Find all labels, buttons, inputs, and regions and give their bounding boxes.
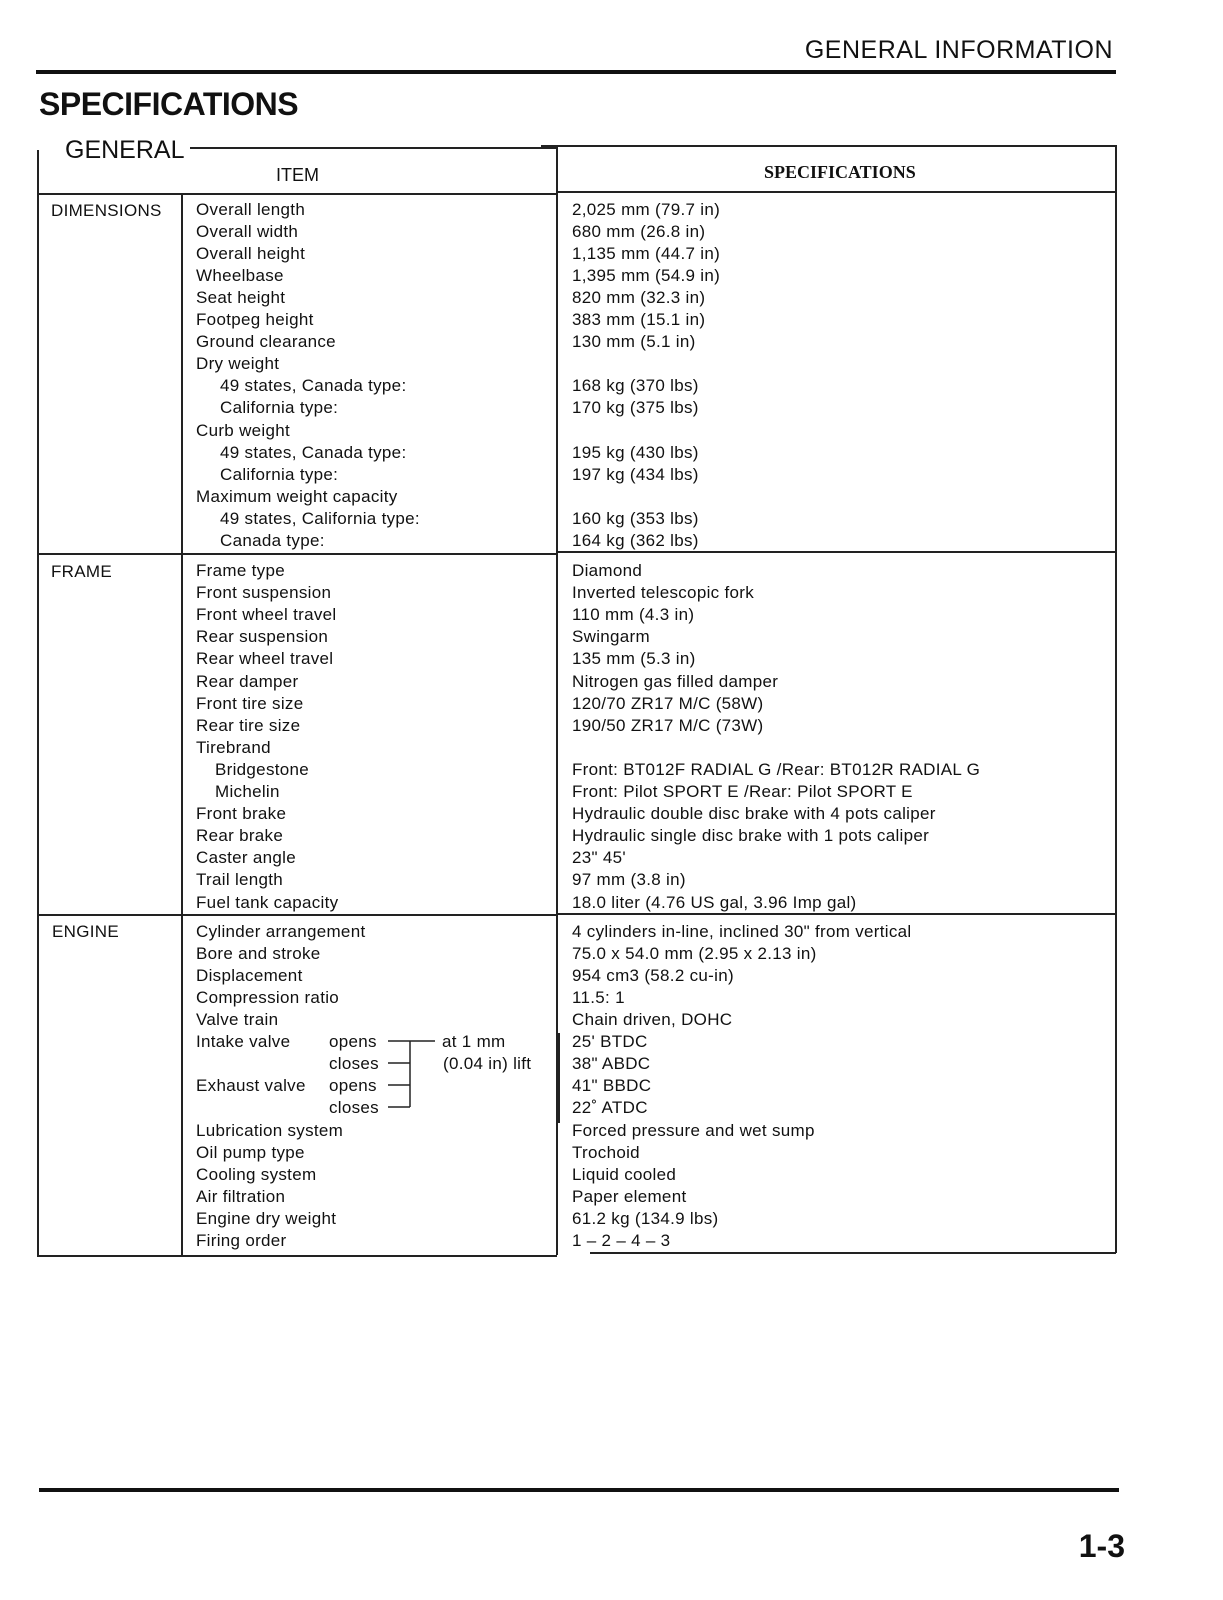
item-label: California type:	[220, 398, 339, 417]
item-label: Front brake	[196, 804, 287, 823]
spec-value: 25' BTDC	[572, 1032, 648, 1051]
spec-value: Hydraulic double disc brake with 4 pots caliper	[572, 804, 936, 823]
item-label: Cooling system	[196, 1165, 317, 1184]
table-line	[37, 553, 557, 555]
item-label: Air filtration	[196, 1187, 286, 1206]
table-line	[37, 1255, 557, 1257]
item-label: Compression ratio	[196, 988, 340, 1007]
spec-value: 197 kg (434 lbs)	[572, 465, 699, 484]
item-label: Rear wheel travel	[196, 649, 334, 668]
spec-value: 97 mm (3.8 in)	[572, 870, 686, 889]
item-label: Dry weight	[196, 354, 280, 373]
item-label: Valve train	[196, 1010, 279, 1029]
spec-value: Liquid cooled	[572, 1165, 677, 1184]
table-line	[37, 914, 557, 916]
spec-value: 41" BBDC	[572, 1076, 652, 1095]
item-label: Firing order	[196, 1231, 287, 1250]
group-label-frame: FRAME	[51, 562, 112, 581]
spec-value: 130 mm (5.1 in)	[572, 332, 696, 351]
spec-value: 38" ABDC	[572, 1054, 651, 1073]
item-label: Fuel tank capacity	[196, 893, 339, 912]
subsection-title: GENERAL	[65, 136, 185, 164]
table-line	[37, 193, 557, 195]
item-label: Exhaust valve	[196, 1076, 306, 1095]
item-label: Overall width	[196, 222, 299, 241]
footer-rule	[39, 1488, 1119, 1492]
spec-column-header: SPECIFICATIONS	[764, 162, 916, 182]
page-number: 1-3	[1078, 1528, 1125, 1564]
item-label: Front suspension	[196, 583, 332, 602]
item-label: Overall height	[196, 244, 306, 263]
table-line	[1115, 145, 1117, 1253]
item-label: Engine dry weight	[196, 1209, 337, 1228]
item-label: Canada type:	[220, 531, 325, 550]
spec-value: Nitrogen gas filled damper	[572, 672, 779, 691]
valve-lift-note: (0.04 in) lift	[443, 1054, 532, 1073]
item-label: Trail length	[196, 870, 284, 889]
spec-bracket	[558, 1033, 560, 1123]
spec-value: 18.0 liter (4.76 US gal, 3.96 Imp gal)	[572, 893, 857, 912]
header-rule	[36, 70, 1116, 74]
spec-value: 383 mm (15.1 in)	[572, 310, 706, 329]
item-label: Front wheel travel	[196, 605, 337, 624]
table-line	[190, 147, 558, 149]
item-label: Bridgestone	[215, 760, 310, 779]
spec-value: 820 mm (32.3 in)	[572, 288, 706, 307]
item-label: Curb weight	[196, 421, 291, 440]
item-label: Rear damper	[196, 672, 299, 691]
spec-value: 75.0 x 54.0 mm (2.95 x 2.13 in)	[572, 944, 817, 963]
group-label-dimensions: DIMENSIONS	[51, 201, 162, 220]
spec-value: 2,025 mm (79.7 in)	[572, 200, 721, 219]
table-line	[181, 194, 183, 1256]
spec-value: Chain driven, DOHC	[572, 1010, 733, 1029]
valve-event-label: closes	[329, 1098, 379, 1117]
spec-value: Paper element	[572, 1187, 687, 1206]
table-line	[37, 150, 39, 1256]
spec-value: 1 – 2 – 4 – 3	[572, 1231, 671, 1250]
page-title: SPECIFICATIONS	[39, 86, 299, 122]
spec-value: 954 cm3 (58.2 cu-in)	[572, 966, 734, 985]
spec-value: Diamond	[572, 561, 643, 580]
spec-value: Swingarm	[572, 627, 650, 646]
spec-value: Front: Pilot SPORT E /Rear: Pilot SPORT E	[572, 782, 913, 801]
spec-value: Forced pressure and wet sump	[572, 1121, 815, 1140]
spec-value: 61.2 kg (134.9 lbs)	[572, 1209, 719, 1228]
item-label: Seat height	[196, 288, 286, 307]
item-label: 49 states, Canada type:	[220, 376, 407, 395]
spec-value: 11.5: 1	[572, 988, 625, 1007]
table-line	[541, 145, 1117, 147]
spec-value: 22˚ ATDC	[572, 1098, 648, 1117]
item-label: Displacement	[196, 966, 303, 985]
spec-value: 1,135 mm (44.7 in)	[572, 244, 721, 263]
item-label: Rear suspension	[196, 627, 329, 646]
spec-value: Inverted telescopic fork	[572, 583, 755, 602]
item-label: Intake valve	[196, 1032, 291, 1051]
valve-event-label: closes	[329, 1054, 379, 1073]
item-label: Michelin	[215, 782, 280, 801]
valve-event-label: opens	[329, 1076, 377, 1095]
item-label: Oil pump type	[196, 1143, 305, 1162]
spec-value: 168 kg (370 lbs)	[572, 376, 699, 395]
item-label: California type:	[220, 465, 339, 484]
item-label: Footpeg height	[196, 310, 314, 329]
spec-value: 1,395 mm (54.9 in)	[572, 266, 721, 285]
spec-value: 190/50 ZR17 M/C (73W)	[572, 716, 764, 735]
item-column-header: ITEM	[276, 165, 319, 185]
table-line	[558, 913, 1116, 915]
item-label: Ground clearance	[196, 332, 336, 351]
item-label: 49 states, California type:	[220, 509, 420, 528]
spec-value: Front: BT012F RADIAL G /Rear: BT012R RADIAL G	[572, 760, 981, 779]
item-label: Caster angle	[196, 848, 296, 867]
item-label: Cylinder arrangement	[196, 922, 366, 941]
table-line	[558, 551, 1116, 553]
valve-lift-bracket	[380, 1030, 440, 1120]
valve-lift-note: at 1 mm	[442, 1032, 506, 1051]
spec-value: 4 cylinders in-line, inclined 30" from vertical	[572, 922, 912, 941]
valve-event-label: opens	[329, 1032, 377, 1051]
item-label: Rear brake	[196, 826, 284, 845]
spec-value: 160 kg (353 lbs)	[572, 509, 699, 528]
item-label: Bore and stroke	[196, 944, 321, 963]
item-label: Lubrication system	[196, 1121, 344, 1140]
spec-value: Hydraulic single disc brake with 1 pots caliper	[572, 826, 930, 845]
spec-value: 164 kg (362 lbs)	[572, 531, 699, 550]
item-label: Frame type	[196, 561, 285, 580]
table-line	[590, 1252, 1116, 1254]
spec-value: 170 kg (375 lbs)	[572, 398, 699, 417]
spec-value: 23" 45'	[572, 848, 626, 867]
spec-value: 680 mm (26.8 in)	[572, 222, 706, 241]
item-label: Maximum weight capacity	[196, 487, 398, 506]
item-label: Rear tire size	[196, 716, 301, 735]
table-line	[558, 191, 1116, 193]
item-label: Overall length	[196, 200, 306, 219]
item-label: 49 states, Canada type:	[220, 443, 407, 462]
section-header: GENERAL INFORMATION	[804, 36, 1113, 64]
spec-value: 110 mm (4.3 in)	[572, 605, 695, 624]
spec-value: 135 mm (5.3 in)	[572, 649, 696, 668]
spec-value: 195 kg (430 lbs)	[572, 443, 699, 462]
item-label: Wheelbase	[196, 266, 284, 285]
item-label: Front tire size	[196, 694, 304, 713]
spec-value: 120/70 ZR17 M/C (58W)	[572, 694, 764, 713]
item-label: Tirebrand	[196, 738, 271, 757]
group-label-engine: ENGINE	[52, 922, 119, 941]
spec-value: Trochoid	[572, 1143, 640, 1162]
